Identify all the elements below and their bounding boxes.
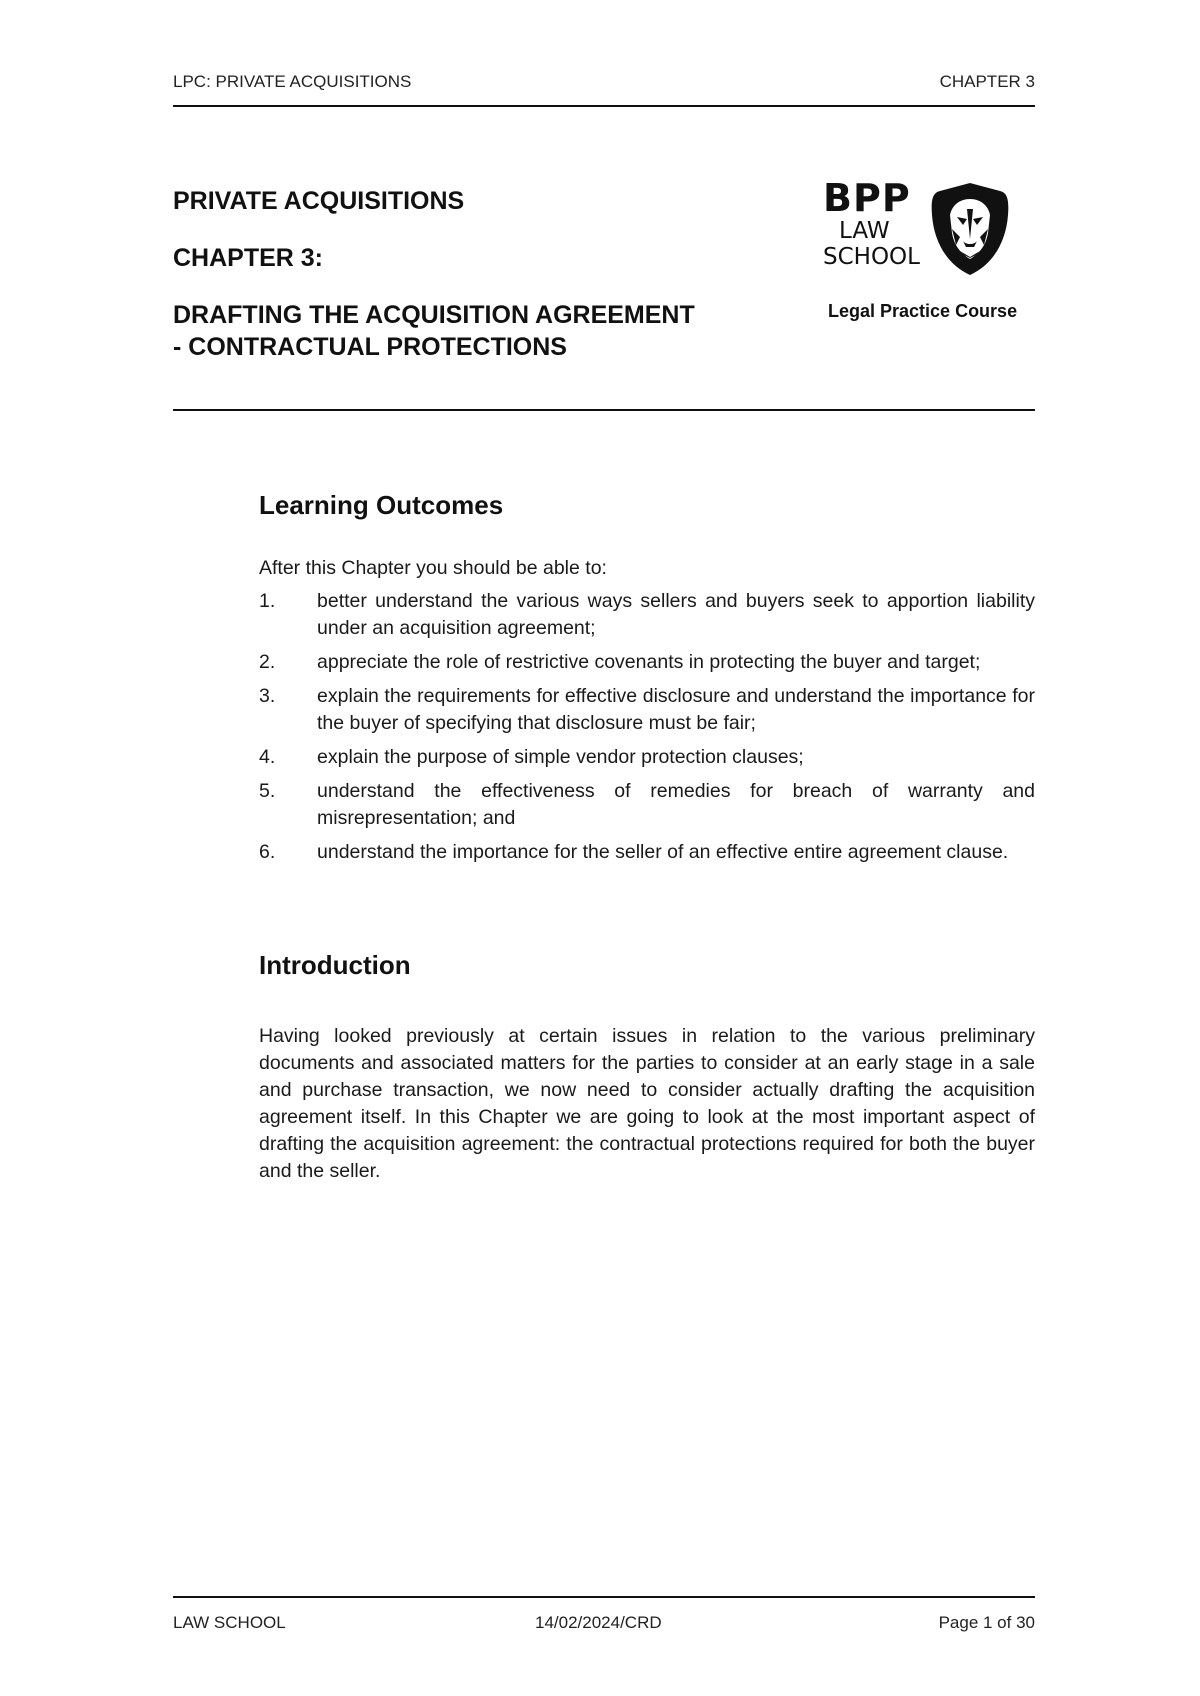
- header-chapter: CHAPTER 3: [939, 72, 1035, 91]
- learning-outcomes-list: [259, 588, 1035, 866]
- list-item: [259, 683, 1035, 737]
- list-item-number: 5.: [259, 780, 276, 802]
- introduction-heading: Introduction: [259, 950, 411, 980]
- list-item: [259, 588, 1035, 642]
- learning-outcomes-intro: After this Chapter you should be able to:: [259, 557, 607, 579]
- list-item: [259, 778, 1035, 832]
- list-item: [259, 649, 1035, 676]
- bpp-law-school-logo: [818, 178, 1038, 322]
- list-item-number: 3.: [259, 685, 276, 707]
- logo-law-text: LAW: [839, 218, 890, 244]
- title-rule: [173, 409, 1035, 411]
- list-item: [259, 744, 1035, 771]
- list-item-number: 4.: [259, 746, 276, 768]
- list-item-number: 2.: [259, 651, 276, 673]
- header-rule: [173, 105, 1035, 107]
- list-item: [259, 839, 1035, 866]
- header-course-title: LPC: PRIVATE ACQUISITIONS: [173, 72, 412, 91]
- list-item-text: explain the requirements for effective disclosure and understand the importance for the buyer of specifying that disclosure must be fair;: [317, 685, 1035, 734]
- chapter-title-line-2: - CONTRACTUAL PROTECTIONS: [173, 333, 567, 361]
- list-item-number: 1.: [259, 590, 276, 612]
- chapter-title-line-1: DRAFTING THE ACQUISITION AGREEMENT: [173, 301, 695, 329]
- logo-caption: Legal Practice Course: [828, 301, 1018, 321]
- lion-head-shield-icon: [930, 181, 1010, 277]
- title-block: [173, 185, 793, 363]
- list-item-text: understand the importance for the seller of an effective entire agreement clause.: [317, 841, 1009, 863]
- introduction-paragraph: Having looked previously at certain issues in relation to the various preliminary documents and associated matters for the parties to consider at an early stage in a sale and purchase transaction, we now need to consider actually drafting the acquisition agreement itself. In this Chapter we are going to look at the most important aspect of drafting the acquisition agreement: the contractual protections required for both the buyer and the seller.: [259, 1025, 1035, 1182]
- chapter-number: CHAPTER 3:: [173, 244, 324, 272]
- course-title: PRIVATE ACQUISITIONS: [173, 187, 465, 215]
- logo-wordmark: [823, 178, 920, 270]
- footer-rule: [173, 1596, 1035, 1598]
- footer-school: LAW SCHOOL: [173, 1613, 286, 1632]
- list-item-text: explain the purpose of simple vendor protection clauses;: [317, 746, 804, 768]
- learning-outcomes-heading: Learning Outcomes: [259, 490, 504, 520]
- list-item-text: understand the effectiveness of remedies for breach of warranty and misrepresentation; and: [317, 780, 1035, 829]
- list-item-text: better understand the various ways sellers and buyers seek to apportion liability under an acquisition agreement;: [317, 590, 1035, 639]
- page-number: Page 1 of 30: [938, 1613, 1035, 1632]
- list-item-text: appreciate the role of restrictive covenants in protecting the buyer and target;: [317, 651, 981, 673]
- footer-date-ref: 14/02/2024/CRD: [535, 1613, 662, 1632]
- logo-brand: BPP: [823, 176, 911, 220]
- list-item-number: 6.: [259, 841, 276, 863]
- running-header: [173, 72, 1035, 92]
- main-content: [259, 490, 1035, 1205]
- logo-school-text: SCHOOL: [823, 244, 920, 270]
